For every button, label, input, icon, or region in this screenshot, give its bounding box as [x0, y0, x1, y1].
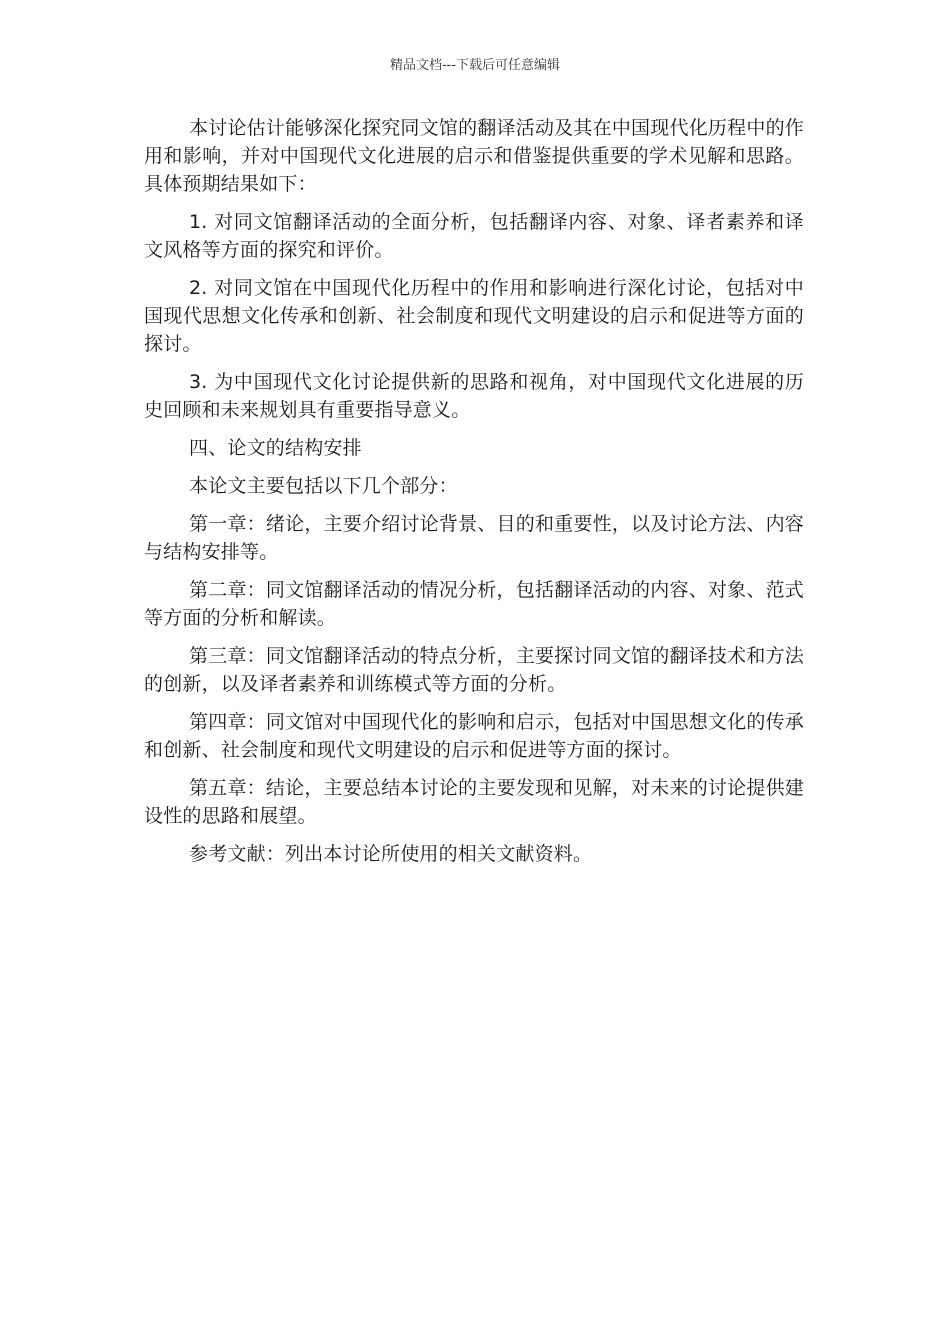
document-body	[144, 114, 804, 878]
paragraph-references: 参考文献：列出本讨论所使用的相关文献资料。	[189, 843, 593, 865]
paragraph-chapter-3: 第三章：同文馆翻译活动的特点分析，主要探讨同文馆的翻译技术和方法的创新，以及译者素养和训练模式等方面的分析。	[144, 645, 804, 695]
paragraph-result-1: 1. 对同文馆翻译活动的全面分析，包括翻译内容、对象、译者素养和译文风格等方面的探究和评价。	[144, 211, 804, 261]
paragraph-chapter-4: 第四章：同文馆对中国现代化的影响和启示，包括对中国思想文化的传承和创新、社会制度和现代文明建设的启示和促进等方面的探讨。	[144, 711, 804, 761]
section-heading: 四、论文的结构安排	[189, 437, 362, 459]
paragraph-expected-results: 本讨论估计能够深化探究同文馆的翻译活动及其在中国现代化历程中的作用和影响，并对中国现代文化进展的启示和借鉴提供重要的学术见解和思路。具体预期结果如下：	[144, 117, 804, 195]
paragraph-result-3: 3. 为中国现代文化讨论提供新的思路和视角，对中国现代文化进展的历史回顾和未来规划具有重要指导意义。	[144, 371, 804, 421]
paragraph-result-2: 2. 对同文馆在中国现代化历程中的作用和影响进行深化讨论，包括对中国现代思想文化传承和创新、社会制度和现代文明建设的启示和促进等方面的探讨。	[144, 277, 804, 355]
paragraph-chapter-2: 第二章：同文馆翻译活动的情况分析，包括翻译活动的内容、对象、范式等方面的分析和解读。	[144, 579, 804, 629]
page-header: 精品文档---下载后可任意编辑	[389, 58, 561, 73]
paragraph-chapter-1: 第一章：绪论，主要介绍讨论背景、目的和重要性，以及讨论方法、内容与结构安排等。	[144, 513, 804, 563]
paragraph-structure-intro: 本论文主要包括以下几个部分：	[189, 475, 458, 497]
paragraph-chapter-5: 第五章：结论，主要总结本讨论的主要发现和见解，对未来的讨论提供建设性的思路和展望。	[144, 777, 804, 827]
